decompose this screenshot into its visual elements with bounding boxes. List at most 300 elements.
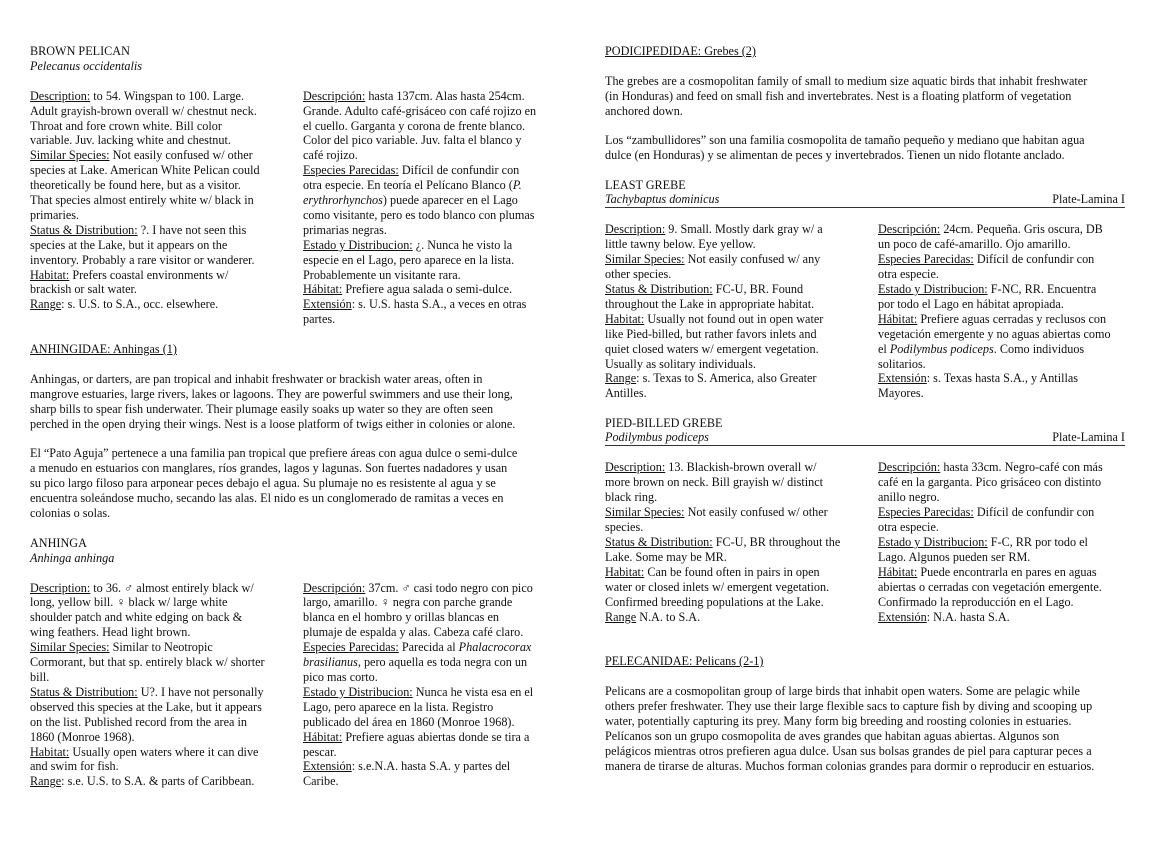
text-line: mangrove estuaries, large rivers, lakes or lagoons. They are powerful swimmers and use their long, [30,386,513,401]
field-text: black ring. [605,490,658,505]
field-text: especie en el Lago, pero aparece en la lista. [303,252,515,267]
right-column [605,44,1125,773]
text-line [303,640,533,655]
text-line [303,700,533,715]
english-account [605,460,878,624]
text-line [605,505,878,520]
field-label: Descripción: [878,222,941,237]
text-line [303,774,533,789]
field-text: pescar. [303,744,337,759]
field-text: por todo el Lago en hábitat apropiada. [878,296,1064,311]
species-name: BROWN PELICAN [30,44,130,58]
field-label: Estado y Distribucion: [878,282,988,297]
field-label: Hábitat: [303,729,343,744]
field-text: Prefiere aguas abiertas donde se tira a [342,729,530,744]
text-line [303,148,536,163]
text-line [303,759,533,774]
field-label: Descripción: [878,460,941,475]
field-text: largo, amarillo. ♀ negra con parche grande [303,595,513,610]
text-line [878,580,1103,595]
text-line: The grebes are a cosmopolitan family of small to medium size aquatic birds that inhabit freshwater [605,73,1088,88]
text-line [30,700,303,715]
text-line [303,625,533,640]
field-text: Not easily confused w/ other [109,148,253,163]
text-line [878,535,1103,550]
field-text: Nunca he vista esa en el [412,684,534,699]
text-line [878,371,1111,386]
text-line: others prefer freshwater. They use their large flexible sacs to capture fish by diving and scooping up [605,698,1093,713]
text-line [303,610,533,625]
field-text: U?. I have not personally [137,684,264,699]
field-text: Confirmado la reproducción en el Lago. [878,594,1074,609]
left-column [30,44,550,789]
text-line [303,223,536,238]
text-line [878,490,1103,505]
english-account [605,222,878,401]
field-label: Status & Distribution: [30,684,138,699]
text-line: encuentra soleándose mucho, secando las alas. El nido es un conglomerado de ramitas a veces en [30,491,504,506]
field-text: inventory. Probably a rare visitor or wanderer. [30,252,255,267]
text-line [30,625,303,640]
field-label: Habitat: [605,564,645,579]
text-line [605,342,878,357]
text-line [303,312,536,327]
field-text: vegetación emergente y no aguas abiertas como [878,326,1111,341]
text-line [30,581,303,596]
family-heading: PELECANIDAE: Pelicans (2-1) [605,654,764,669]
field-label: Estado y Distribucion: [303,237,413,252]
text-line [303,595,533,610]
field-text: hasta 137cm. Alas hasta 254cm. [365,88,525,103]
field-text: : s. Texas to S. America, also Greater [636,371,817,386]
text-line [878,610,1103,625]
text-line [30,715,303,730]
field-text: Throat and fore crown white. Bill color [30,118,222,133]
field-text: wing feathers. Head light brown. [30,625,191,640]
field-text: water or closed inlets w/ emergent vegetation. [605,579,830,594]
field-label: Range [605,371,637,386]
family-intro-english [30,372,550,432]
field-text: other species. [605,267,672,282]
field-label: Range [30,774,62,789]
field-text: : s. U.S. to S.A., occ. elsewhere. [61,297,219,312]
field-text: , pero aquella es toda negra con un [357,655,528,670]
text-line [30,730,303,745]
field-text: Color del pico variable. Juv. falta el blanco y [303,133,522,148]
field-text: ?. I have not seen this [137,222,247,237]
text-line [30,610,303,625]
field-text: 24cm. Pequeña. Gris oscura, DB [940,222,1103,237]
field-text: more brown on neck. Bill grayish w/ distinct [605,475,823,490]
family-intro [605,684,1125,773]
text-line [303,89,536,104]
field-label: Especies Parecidas: [878,505,974,520]
field-text: variable. Juv. lacking white and chestnut. [30,133,231,148]
field-text: little tawny below. Eye yellow. [605,237,756,252]
text-line [878,237,1111,252]
text-line [30,148,303,163]
field-text: observed this species at the Lake, but it appears [30,699,262,714]
field-label: Extensión [303,759,352,774]
text-line [878,460,1103,475]
spanish-account [303,581,533,790]
text-line: Pelicans are a cosmopolitan group of large birds that inhabit open waters. Some are pelagic while [605,684,1080,699]
english-account [30,89,303,328]
text-line [605,371,878,386]
field-text: Lago, pero aparece en la lista. Registro [303,699,494,714]
field-label: Range [30,297,62,312]
field-text: blanca en el hombro y orillas blancas en [303,610,499,625]
field-text: on the list. Published record from the area in [30,714,247,729]
scientific-name: Pelecanus occidentalis [30,58,143,73]
field-label: Similar Species: [605,505,685,520]
text-line [605,475,878,490]
species-name: LEAST GREBE [605,178,686,193]
field-text: primarias negras. [303,222,387,237]
spanish-account [303,89,536,328]
text-line [605,297,878,312]
text-line [878,520,1103,535]
field-text: partes. [303,312,336,327]
italic-text: brasilianus [303,655,358,670]
text-line [605,610,878,625]
field-text: : s. Texas hasta S.A., y Antillas [926,371,1079,386]
italic-text: erythrorhynchos [303,193,383,208]
species-name: PIED-BILLED GREBE [605,416,723,431]
species-least-grebe [605,178,1125,401]
text-line [605,252,878,267]
text-line [605,490,878,505]
text-line: (in Honduras) and feed on small fish and invertebrates. Nest is a floating platform of vegetation [605,88,1072,103]
text-line [30,655,303,670]
field-text: Probablemente un visitante rara. [303,267,461,282]
field-label: Descripción: [303,88,366,103]
field-text: quiet closed waters w/ emergent vegetation. [605,341,819,356]
field-text: : s.e.N.A. hasta S.A. y partes del [351,759,511,774]
field-text: Usually open waters where it can dive [69,744,259,759]
field-label: Similar Species: [30,148,110,163]
field-text: Prefers coastal environments w/ [69,267,229,282]
text-line: pelágicos mientras otros prefieren agua dulce. Usan sus bolsas grandes de piel para capturar peces a [605,743,1092,758]
text-line [303,253,536,268]
text-line [30,104,303,119]
field-text: Difícil de confundir con [398,163,520,178]
text-line [30,119,303,134]
field-label: Similar Species: [605,252,685,267]
text-line [605,580,878,595]
text-line [605,595,878,610]
field-text: theoretically be found here, but as a visitor. [30,178,241,193]
text-line [605,357,878,372]
text-line [303,133,536,148]
field-text: Confirmed breeding populations at the Lake. [605,594,824,609]
text-line: a menudo en estuarios con manglares, ríos grandes, lagos y lagunas. Son fuertes nadadores y usan [30,461,508,476]
text-line: sharp bills to spear fish underwater. Their plumage easily soaks up water so they are often seen [30,401,494,416]
text-line [878,550,1103,565]
field-text: publicado del área en 1860 (Monroe 1968). [303,714,515,729]
field-text: shoulder patch and white edging on back & [30,610,243,625]
text-line: manera de tirarse de alturas. Muchos forman colonias grandes para dormir o reproducir en estuarios. [605,758,1095,773]
field-text: otra especie. [878,267,939,282]
family-heading: ANHINGIDAE: Anhingas (1) [30,342,177,357]
text-line [30,223,303,238]
text-line [878,252,1111,267]
field-text: : s. U.S. hasta S.A., a veces en otras [351,297,527,312]
family-intro-spanish [30,446,550,521]
text-line [878,386,1111,401]
species-pied-billed-grebe [605,416,1125,624]
text-line [878,475,1103,490]
text-line [30,297,303,312]
field-text: ¿. Nunca he visto la [412,237,513,252]
field-label: Hábitat: [303,282,343,297]
field-text: Cormorant, but that sp. entirely black w/ shorter [30,655,265,670]
text-line [303,581,533,596]
text-line [30,759,303,774]
text-line [303,193,536,208]
field-text: FC-U, BR. Found [712,282,804,297]
field-text: hasta 33cm. Negro-café con más [940,460,1103,475]
text-line: water, potentially capturing its prey. Many form big breeding and roosting colonies in estuaries. [605,713,1072,728]
italic-text: P. [512,178,522,193]
text-line [878,342,1111,357]
field-text: pico mas corto. [303,669,378,684]
field-text: otra especie. [878,520,939,535]
field-text: primaries. [30,207,80,222]
field-label: Extensión [878,371,927,386]
field-label: Extensión [878,609,927,624]
text-line [878,595,1103,610]
field-text: : N.A. hasta S.A. [926,609,1010,624]
species-brown-pelican [30,44,550,327]
field-text: species at the Lake, but it appears on the [30,237,228,252]
field-text: 9. Small. Mostly dark gray w/ a [665,222,823,237]
text-line [30,268,303,283]
text-line [303,730,533,745]
text-line [605,565,878,580]
field-label: Status & Distribution: [605,282,713,297]
text-line [30,208,303,223]
text-line [30,133,303,148]
field-text: abiertas o cerradas con vegetación emergente. [878,579,1102,594]
field-label: Status & Distribution: [605,535,713,549]
field-text: to 54. Wingspan to 100. Large. [90,88,245,103]
text-line: Pelícanos son un grupo cosmopolita de aves grandes que habitan aguas abiertas. Algunos son [605,728,1060,743]
field-text: N.A. to S.A. [636,609,701,624]
field-text: solitarios. [878,356,926,371]
text-line [605,312,878,327]
english-account [30,581,303,790]
text-line: dulce (en Honduras) y se alimentan de peces y invertebrados. Tienen un nido flotante anclado. [605,148,1065,163]
field-label: Description: [605,460,666,475]
text-line: colonias o solas. [30,506,111,521]
field-text: ) puede aparecer en el Lago [382,193,518,208]
italic-text: Phalacrocorax [458,640,532,655]
field-text: Lake. Some may be MR. [605,549,727,564]
field-label: Range [605,609,637,624]
text-line [605,550,878,565]
field-text: That species almost entirely white w/ black in [30,193,254,208]
field-text: and swim for fish. [30,759,119,774]
species-anhinga [30,536,550,789]
text-line [303,685,533,700]
plate-reference: Plate-Lamina I [1052,430,1125,445]
field-text: species. [605,520,644,535]
text-line [303,238,536,253]
field-text: Not easily confused w/ other [684,505,828,520]
field-text: throughout the Lake in appropriate habitat. [605,296,815,311]
scientific-name: Podilymbus podiceps [605,430,709,445]
field-text: Prefiere aguas cerradas y reclusos con [917,311,1107,326]
text-line [605,267,878,282]
field-text: el cuello. Garganta y corona de frente blanco. [303,118,526,133]
field-label: Hábitat: [878,311,918,326]
text-line [878,267,1111,282]
field-text: un poco de café-amarillo. Ojo amarillo. [878,237,1071,252]
text-line [878,297,1111,312]
field-text: como visitante, pero es todo blanco con plumas [303,207,535,222]
field-text: Parecida al [398,640,459,655]
field-label: Description: [30,580,91,595]
field-label: Description: [605,222,666,237]
field-text: Usually as solitary individuals. [605,356,756,371]
family-intro-english [605,74,1125,119]
scientific-name: Anhinga anhinga [30,550,115,565]
field-text: café rojizo. [303,148,358,163]
field-label: Especies Parecidas: [878,252,974,267]
field-text: : s.e. U.S. to S.A. & parts of Caribbean. [61,774,255,789]
field-label: Descripción: [303,580,366,595]
family-heading: PODICIPEDIDAE: Grebes (2) [605,44,756,58]
scientific-name: Tachybaptus dominicus [605,192,720,207]
text-line [303,178,536,193]
field-text: otra especie. En teoría el Pelícano Blanco ( [303,178,513,193]
field-text: Adult grayish-brown overall w/ chestnut neck. [30,103,257,118]
family-intro-spanish [605,133,1125,163]
field-text: 37cm. ♂ casi todo negro con pico [365,580,533,595]
italic-text: Podilymbus podiceps [889,341,994,356]
text-line: Los “zambullidores” son una familia cosmopolita de tamaño pequeño y mediano que habitan agua [605,133,1085,148]
text-line [303,715,533,730]
text-line [30,685,303,700]
field-label: Habitat: [30,267,70,282]
field-text: . Como individuos [993,341,1085,356]
field-text: FC-U, BR throughout the [712,535,841,549]
text-line [303,163,536,178]
field-text: anillo negro. [878,490,940,505]
field-text: Mayores. [878,386,924,401]
field-text: species at Lake. American White Pelican could [30,163,260,178]
field-text: long, yellow bill. ♀ black w/ large white [30,595,228,610]
text-line [605,327,878,342]
field-text: Difícil de confundir con [973,252,1095,267]
field-text: 13. Blackish-brown overall w/ [665,460,817,475]
field-label: Habitat: [30,744,70,759]
field-text: 1860 (Monroe 1968). [30,729,135,744]
text-line [605,460,878,475]
text-line [30,640,303,655]
field-text: F-C, RR por todo el [987,535,1088,549]
text-line: su pico largo filoso para arponear peces debajo el agua. Su plumaje no es resistente al agua y se [30,476,496,491]
field-text: F-NC, RR. Encuentra [987,282,1097,297]
field-label: Extensión [303,297,352,312]
text-line [303,297,536,312]
field-label: Estado y Distribucion: [303,684,413,699]
spanish-account [878,460,1103,624]
text-line [30,253,303,268]
field-label: Estado y Distribucion: [878,535,988,549]
text-line [303,745,533,760]
text-line [605,535,878,550]
text-line [605,520,878,535]
field-label: Similar Species: [30,640,110,655]
text-line [605,237,878,252]
text-line [30,163,303,178]
field-text: Caribe. [303,774,339,789]
field-label: Hábitat: [878,564,918,579]
text-line: El “Pato Aguja” pertenece a una familia pan tropical que prefiere áreas con agua dulce o semi-dulce [30,446,518,461]
text-line [30,595,303,610]
text-line [303,268,536,283]
text-line [878,282,1111,297]
text-line [30,178,303,193]
text-line [30,282,303,297]
text-line [303,282,536,297]
field-label: Description: [30,88,91,103]
field-text: Puede encontrarla en pares en aguas [917,564,1097,579]
field-text: Lago. Algunos pueden ser RM. [878,549,1031,564]
text-line [30,745,303,760]
text-line [878,565,1103,580]
text-line [303,670,533,685]
text-line [303,208,536,223]
field-label: Especies Parecidas: [303,163,399,178]
text-line [303,119,536,134]
text-line [878,505,1103,520]
text-line [878,357,1111,372]
field-text: brackish or salt water. [30,282,137,297]
text-line [30,774,303,789]
field-text: Grande. Adulto café-grisáceo con café rojizo en [303,103,537,118]
field-text: Usually not found out in open water [644,311,824,326]
field-label: Especies Parecidas: [303,640,399,655]
field-label: Habitat: [605,311,645,326]
text-line [605,386,878,401]
field-text: to 36. ♂ almost entirely black w/ [90,580,254,595]
field-label: Status & Distribution: [30,222,138,237]
field-text: café en la garganta. Pico grisáceo con distinto [878,475,1102,490]
species-name: ANHINGA [30,535,87,550]
text-line [30,670,303,685]
plate-reference: Plate-Lamina I [1052,192,1125,207]
field-text: Can be found often in pairs in open [644,564,820,579]
text-line: anchored down. [605,103,683,118]
text-line [878,312,1111,327]
field-text: plumaje de espalda y alas. Cabeza café claro. [303,625,524,640]
field-text: bill. [30,669,50,684]
field-text: like Pied-billed, but rather favors inlets and [605,326,817,341]
text-line [30,89,303,104]
field-text: Antilles. [605,386,647,401]
text-line [878,222,1111,237]
text-line [605,282,878,297]
text-line: perched in the open drying their wings. Nest is a loose platform of twigs either in colonies or alone. [30,416,516,431]
field-text: Similar to Neotropic [109,640,213,655]
text-line [605,222,878,237]
text-line [30,238,303,253]
field-text: Difícil de confundir con [973,505,1095,520]
text-line [878,327,1111,342]
